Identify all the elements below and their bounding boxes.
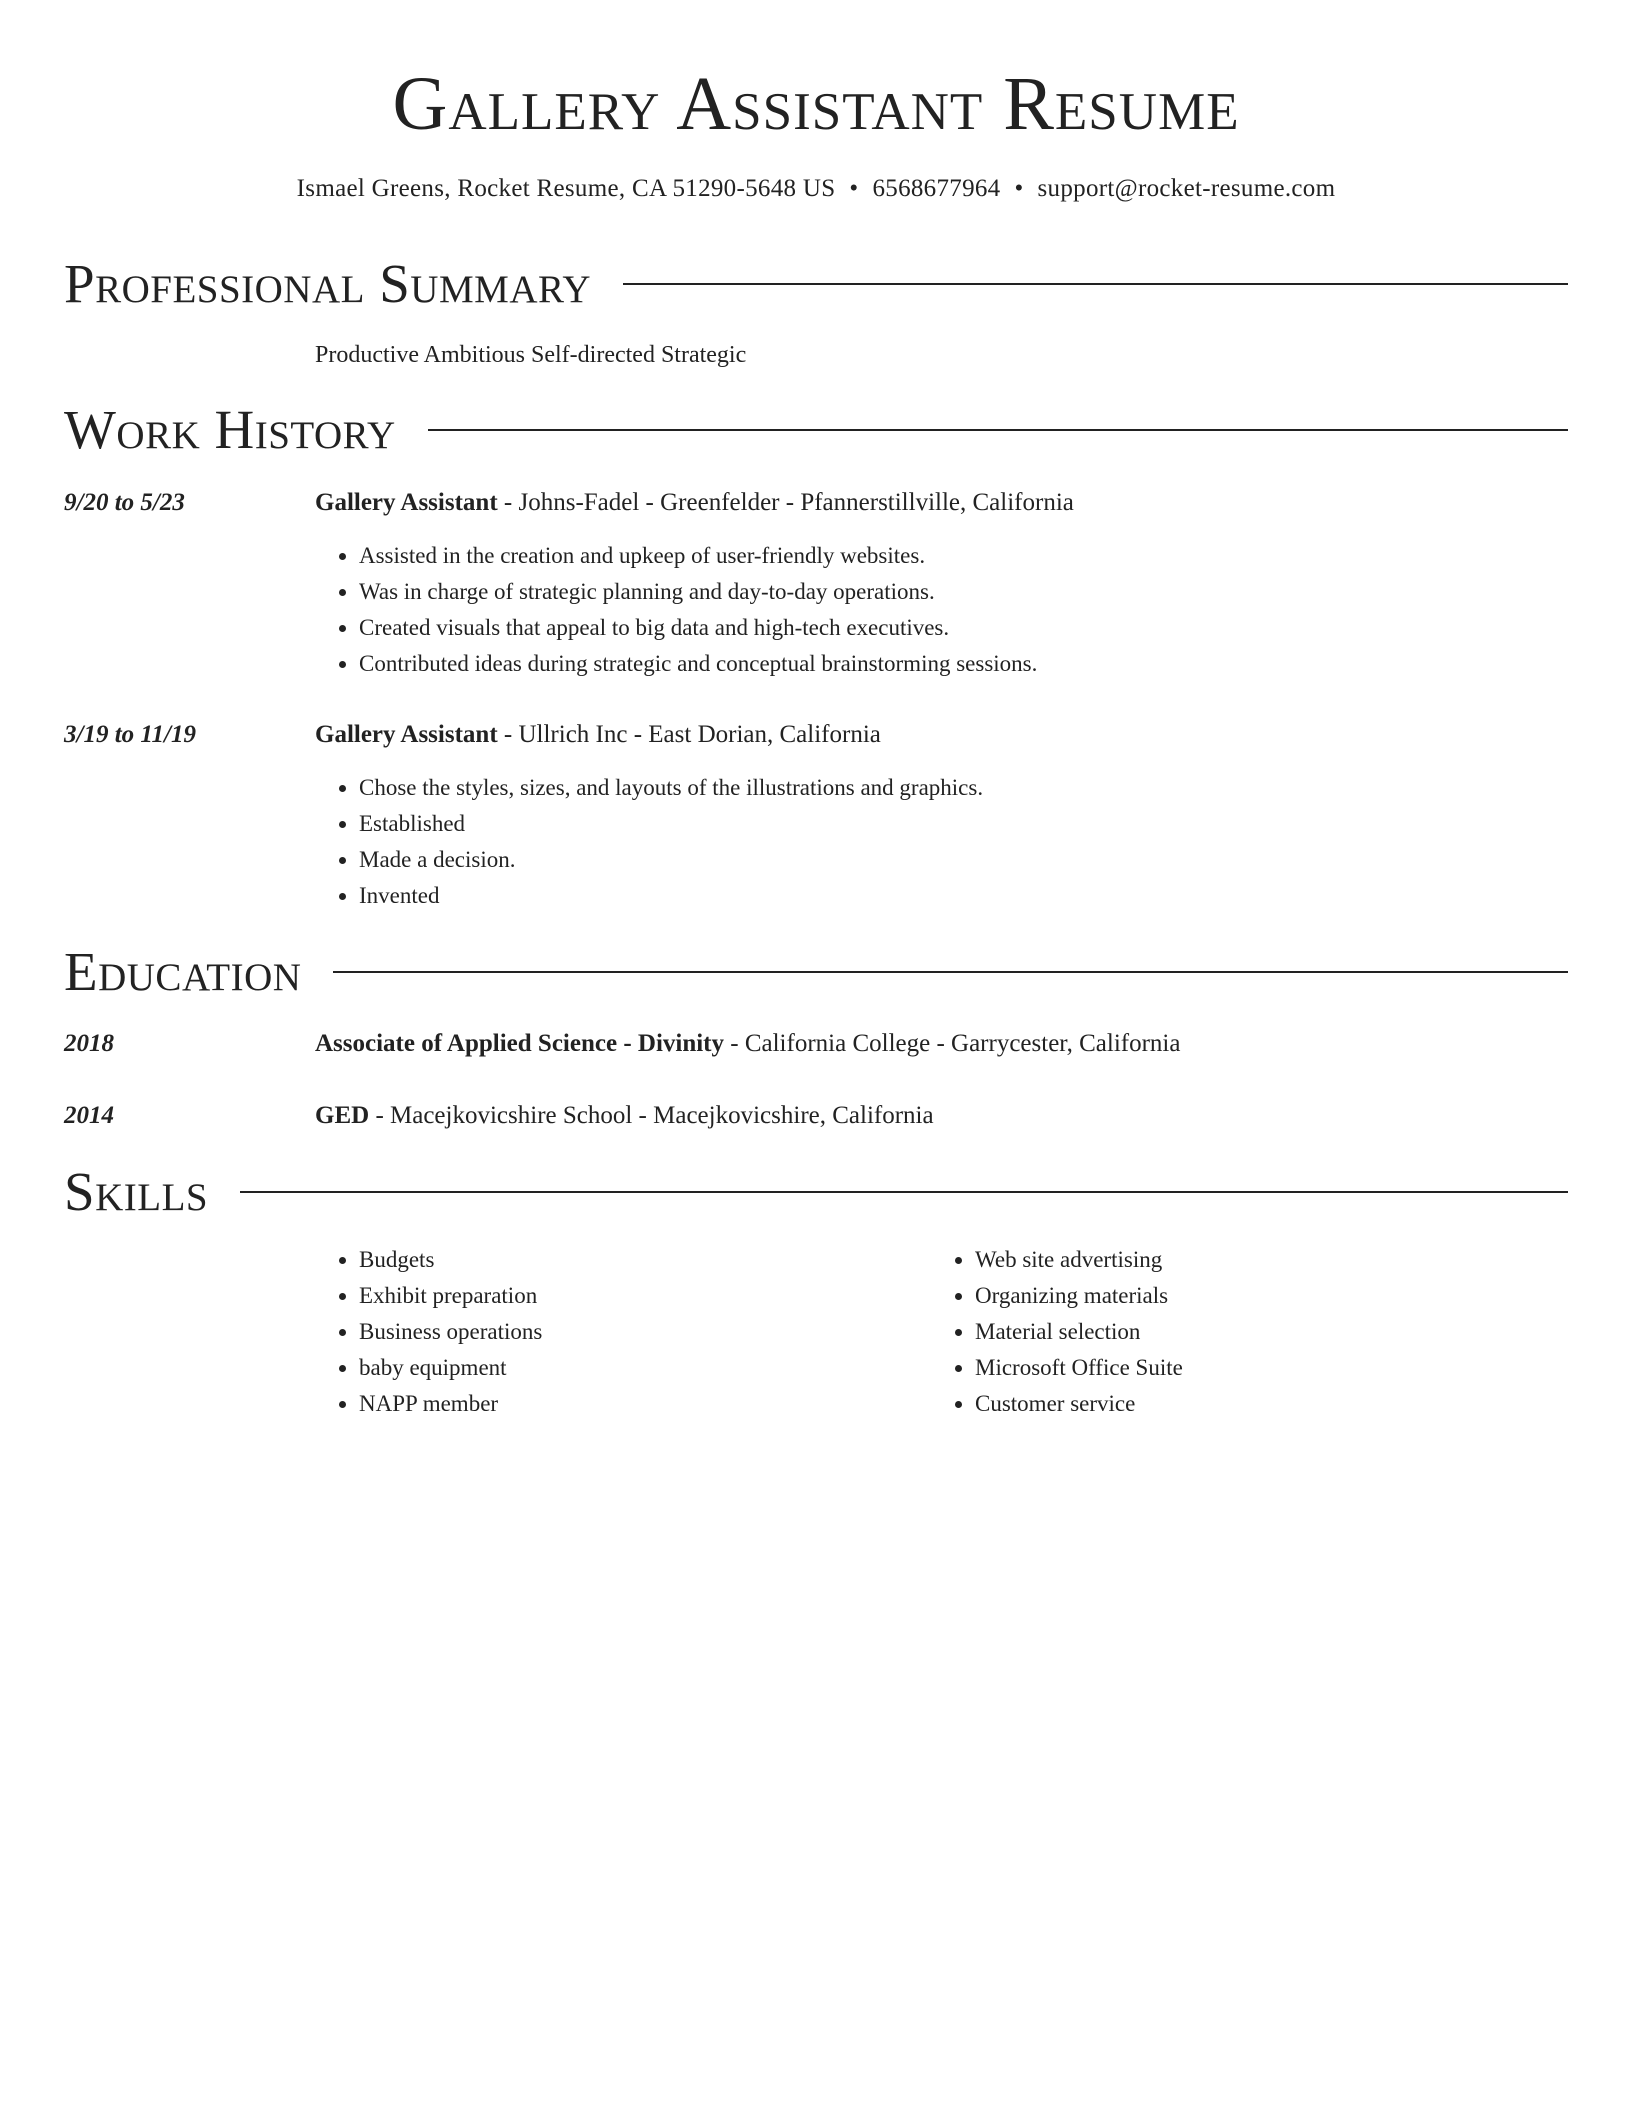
contact-address: Ismael Greens, Rocket Resume, CA 51290-5648 US: [296, 175, 836, 202]
education-degree: GED: [315, 1102, 370, 1129]
job-dates: 9/20 to 5/23: [64, 489, 185, 516]
skill-item: • Budgets: [359, 1242, 542, 1278]
work-section-header: [64, 398, 1568, 462]
contact-separator: •: [849, 175, 859, 202]
job-header: [315, 486, 1074, 520]
job-bullets: [315, 770, 983, 914]
section-divider: [623, 283, 1568, 285]
skill-item: • Exhibit preparation: [359, 1278, 542, 1314]
skill-item: • NAPP member: [359, 1386, 542, 1422]
skills-list-left: [315, 1242, 542, 1422]
summary-text: Productive Ambitious Self-directed Strategic: [315, 342, 747, 368]
skill-item: • Web site advertising: [975, 1242, 1183, 1278]
skills-heading: Skills: [64, 1161, 209, 1222]
summary-heading: Professional Summary: [64, 253, 592, 314]
section-divider: [240, 1191, 1568, 1193]
skills-section-header: [64, 1160, 1568, 1224]
job-bullet: • Invented: [359, 878, 983, 914]
work-heading: Work History: [64, 399, 396, 460]
job-details: - Johns-Fadel - Greenfelder - Pfannerstillville, California: [497, 489, 1074, 516]
job-header: [315, 718, 881, 752]
job-bullet: • Was in charge of strategic planning and day-to-day operations.: [359, 574, 1037, 610]
contact-line: [0, 172, 1632, 206]
contact-separator: •: [1014, 175, 1024, 202]
contact-email[interactable]: support@rocket-resume.com: [1037, 175, 1336, 202]
summary-section-header: [64, 252, 1568, 316]
education-details: - California College - Garrycester, California: [724, 1030, 1181, 1057]
job-title: Gallery Assistant: [315, 489, 498, 516]
job-bullets: [315, 538, 1037, 682]
section-divider: [333, 971, 1568, 973]
education-year: 2018: [64, 1030, 114, 1057]
skill-item: • baby equipment: [359, 1350, 542, 1386]
education-section-header: [64, 940, 1568, 1004]
job-bullet: • Assisted in the creation and upkeep of user-friendly websites.: [359, 538, 1037, 574]
job-bullet: • Chose the styles, sizes, and layouts of the illustrations and graphics.: [359, 770, 983, 806]
job-bullet: • Created visuals that appeal to big data and high-tech executives.: [359, 610, 1037, 646]
job-details: - Ullrich Inc - East Dorian, California: [497, 721, 881, 748]
job-bullet: • Made a decision.: [359, 842, 983, 878]
skill-item: • Microsoft Office Suite: [975, 1350, 1183, 1386]
skill-item: • Organizing materials: [975, 1278, 1183, 1314]
job-bullet: • Established: [359, 806, 983, 842]
education-degree: Associate of Applied Science - Divinity: [315, 1030, 725, 1057]
skill-item: • Business operations: [359, 1314, 542, 1350]
job-dates: 3/19 to 11/19: [64, 721, 196, 748]
job-title: Gallery Assistant: [315, 721, 498, 748]
education-year: 2014: [64, 1102, 114, 1129]
skills-list-right: [931, 1242, 1183, 1422]
skill-item: • Customer service: [975, 1386, 1183, 1422]
section-divider: [428, 429, 1568, 431]
resume-title: Gallery Assistant Resume: [392, 62, 1240, 146]
job-bullet: • Contributed ideas during strategic and conceptual brainstorming sessions.: [359, 646, 1037, 682]
education-heading: Education: [64, 941, 302, 1002]
education-details: - Macejkovicshire School - Macejkovicshire, California: [369, 1102, 934, 1129]
education-header: [315, 1027, 1180, 1061]
skill-item: • Material selection: [975, 1314, 1183, 1350]
education-header: [315, 1099, 934, 1133]
contact-phone: 6568677964: [872, 175, 1001, 202]
